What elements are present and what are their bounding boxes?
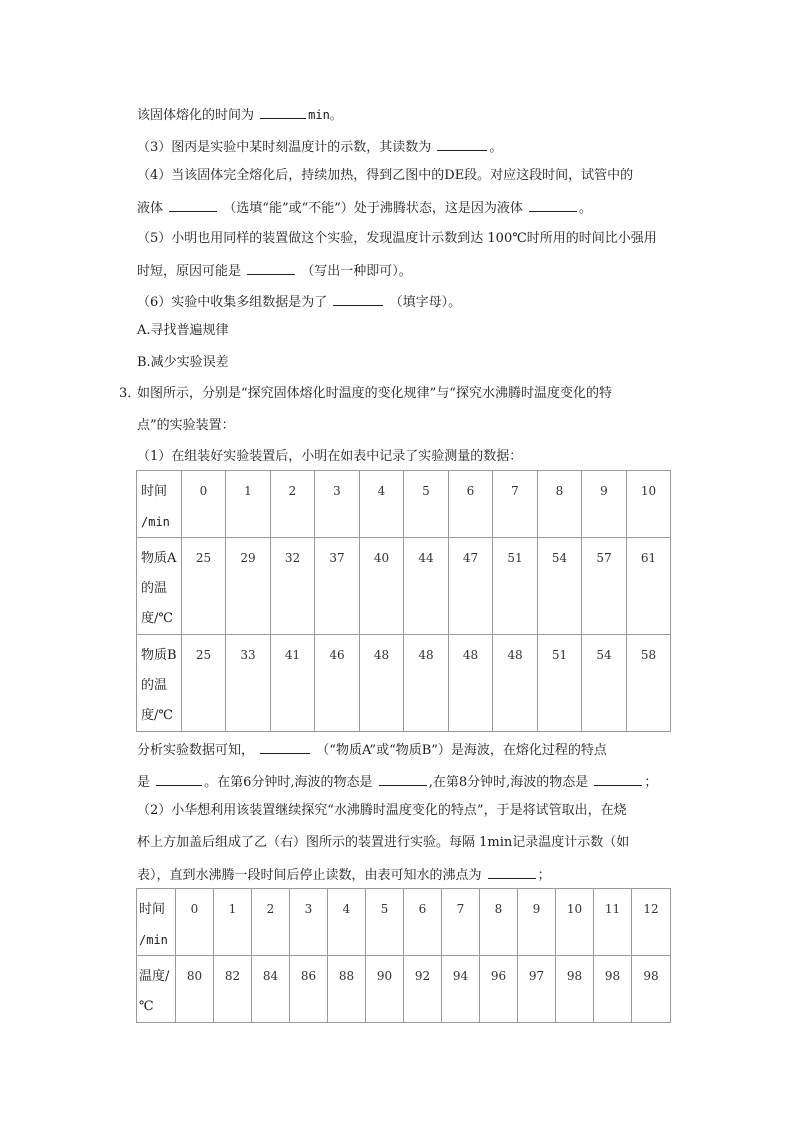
row-header: 时间 /min [137,471,182,538]
question-3-part-2-line-3: 表），直到水沸腾一段时间后停止读数，由表可知水的沸点为 ； [137,868,551,883]
table-cell: 48 [404,635,449,732]
table-cell: 98 [594,956,632,1023]
table-row [137,889,671,956]
table-cell: 44 [404,538,449,635]
table-cell: 90 [366,956,404,1023]
table-cell: 7 [442,889,480,956]
table-cell: 2 [271,471,315,538]
answer-blank[interactable] [437,138,487,151]
question-3-part-2-line-2: 杯上方加盖后组成了乙（右）图所示的装置进行实验。每隔 1min记录温度计示数（如 [137,835,630,850]
table-cell: 5 [404,471,449,538]
table-cell: 12 [632,889,671,956]
table-cell: 51 [493,538,538,635]
question-2-part-3: （3）图丙是实验中某时刻温度计的示数，其读数为 。 [137,140,503,155]
answer-blank[interactable] [260,741,310,754]
question-3-number: 3． [119,386,141,401]
answer-blank[interactable] [169,199,217,212]
analysis-line-2: 是 。在第6分钟时,海波的物态是 ,在第8分钟时,海波的物态是 ； [137,775,658,790]
table-cell: 29 [226,538,271,635]
table-cell: 40 [360,538,404,635]
table-cell: 4 [328,889,366,956]
row-header: 物质B 的温 度/℃ [137,635,182,732]
question-2-part-5-line-1: （5）小明也用同样的装置做这个实验，发现温度计示数到达 100℃时所用的时间比小强用 [137,231,657,246]
question-2-part-5-line-2: 时短，原因可能是 （写出一种即可）。 [137,264,412,279]
question-3-part-2-line-1: （2）小华想利用该装置继续探究“水沸腾时温度变化的特点”，于是将试管取出，在烧 [137,803,627,818]
table-cell: 25 [182,635,226,732]
table-cell: 10 [556,889,594,956]
table-cell: 92 [404,956,442,1023]
melting-data-table [136,470,671,732]
table-cell: 8 [480,889,518,956]
table-row [137,471,671,538]
table-cell: 41 [271,635,315,732]
table-cell: 96 [480,956,518,1023]
table-cell: 9 [518,889,556,956]
melt-time-line: 该固体熔化的时间为 min。 [137,108,342,123]
answer-blank[interactable] [156,773,202,786]
table-cell: 7 [493,471,538,538]
table-cell: 6 [404,889,442,956]
question-2-part-4-line-1: （4）当该固体完全熔化后，持续加热，得到乙图中的DE段。对应这段时间，试管中的 [137,168,634,183]
answer-blank[interactable] [594,773,642,786]
table-cell: 2 [252,889,290,956]
table-cell: 11 [594,889,632,956]
table-cell: 3 [290,889,328,956]
table-cell: 54 [582,635,627,732]
table-cell: 48 [449,635,493,732]
table-cell: 88 [328,956,366,1023]
table-cell: 98 [556,956,594,1023]
table-cell: 0 [176,889,214,956]
table-cell: 47 [449,538,493,635]
table-cell: 37 [315,538,360,635]
row-header: 温度/ ℃ [137,956,176,1023]
row-header: 物质A 的温 度/℃ [137,538,182,635]
table-cell: 32 [271,538,315,635]
table-cell: 46 [315,635,360,732]
table-cell: 6 [449,471,493,538]
table-cell: 4 [360,471,404,538]
option-b: B.减少实验误差 [137,355,229,370]
table-cell: 1 [214,889,252,956]
table-cell: 33 [226,635,271,732]
question-2-part-4-line-2: 液体 （选填“能”或“不能”）处于沸腾状态，这是因为液体 。 [137,201,593,216]
table-cell: 82 [214,956,252,1023]
question-3-intro-line-2: 点”的实验装置： [137,418,235,433]
table-row [137,635,671,732]
table-row [137,956,671,1023]
table-cell: 94 [442,956,480,1023]
answer-blank[interactable] [260,106,306,119]
table-cell: 5 [366,889,404,956]
table-cell: 61 [627,538,671,635]
table-cell: 97 [518,956,556,1023]
table-cell: 3 [315,471,360,538]
question-3-intro-line-1: 如图所示，分别是“探究固体熔化时温度的变化规律”与“探究水沸腾时温度变化的特 [137,386,612,401]
table-cell: 10 [627,471,671,538]
table-cell: 80 [176,956,214,1023]
question-2-part-6: （6）实验中收集多组数据是为了 （填字母）。 [137,295,462,310]
table-cell: 86 [290,956,328,1023]
table-cell: 84 [252,956,290,1023]
table-cell: 1 [226,471,271,538]
analysis-line-1: 分析实验数据可知， （“物质A”或“物质B”）是海波，在熔化过程的特点 [137,743,607,758]
table-cell: 58 [627,635,671,732]
table-cell: 54 [538,538,582,635]
table-row [137,538,671,635]
boiling-data-table [136,888,671,1023]
table-cell: 48 [360,635,404,732]
table-cell: 57 [582,538,627,635]
row-header: 时间 /min [137,889,176,956]
table-cell: 48 [493,635,538,732]
answer-blank[interactable] [379,773,427,786]
table-cell: 8 [538,471,582,538]
table-cell: 0 [182,471,226,538]
answer-blank[interactable] [529,199,577,212]
answer-blank[interactable] [333,293,383,306]
table-cell: 25 [182,538,226,635]
table-cell: 98 [632,956,671,1023]
answer-blank[interactable] [247,262,295,275]
table-cell: 9 [582,471,627,538]
answer-blank[interactable] [488,866,536,879]
question-3-part-1: （1）在组装好实验装置后，小明在如表中记录了实验测量的数据： [137,449,523,464]
option-a: A.寻找普遍规律 [137,323,229,338]
table-cell: 51 [538,635,582,732]
